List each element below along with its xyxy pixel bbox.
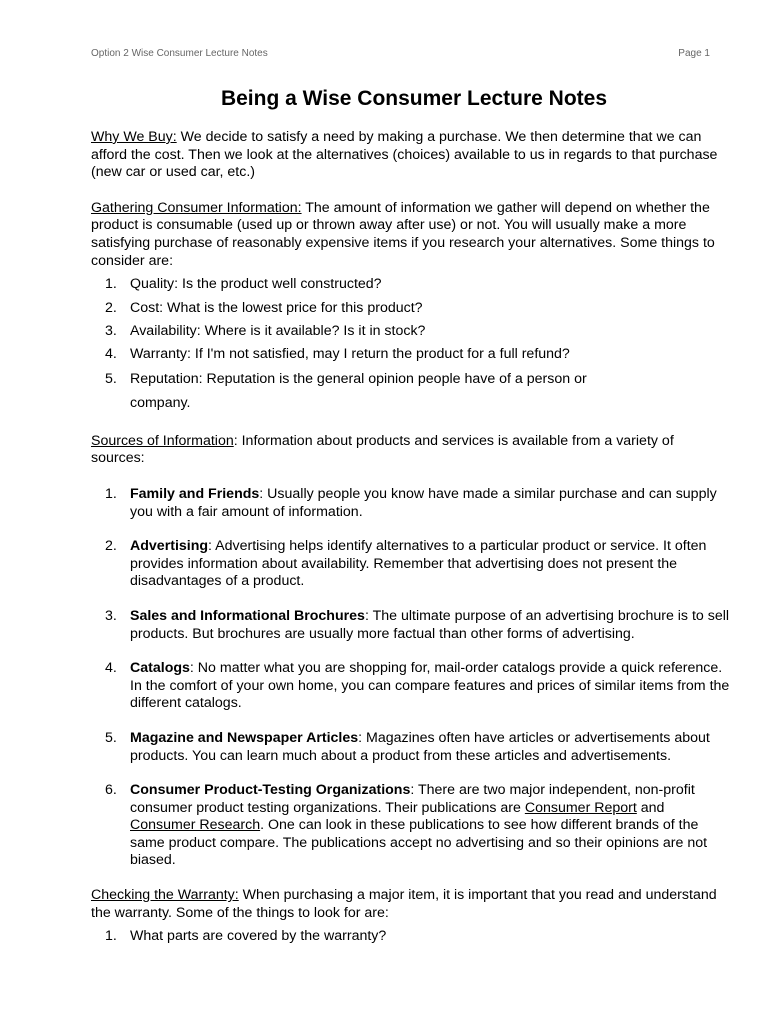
list-number: 5. xyxy=(105,370,117,387)
list-item xyxy=(91,538,731,591)
list-item xyxy=(91,782,731,870)
list-number: 3. xyxy=(105,322,117,339)
source-text: : Magazines often have articles or advertisements about products. You can learn much about a product from these articles and advertisements. xyxy=(130,729,710,764)
considerations-list xyxy=(91,273,731,415)
list-item-text: What parts are covered by the warranty? xyxy=(130,928,387,945)
list-item xyxy=(91,730,731,765)
gathering-info-paragraph xyxy=(91,200,731,270)
list-number: 2. xyxy=(105,299,117,316)
sources-text: : Information about products and services is available from a variety of sources: xyxy=(91,432,674,467)
list-number: 6. xyxy=(105,782,117,799)
list-item xyxy=(91,608,731,643)
list-item xyxy=(91,367,731,415)
source-text-connector: and xyxy=(636,799,665,816)
list-number: 3. xyxy=(105,607,117,624)
list-item xyxy=(91,486,731,521)
list-item xyxy=(91,660,731,713)
warranty-text: When purchasing a major item, it is important that you read and understand the warranty. Some of the things to look for are: xyxy=(91,887,717,921)
warranty-paragraph xyxy=(91,887,731,922)
source-text: : There are two major independent, non-profit consumer product testing organizations. Their publications are xyxy=(130,782,695,816)
list-number: 4. xyxy=(105,346,117,363)
warranty-list xyxy=(91,925,731,948)
list-number: 2. xyxy=(105,538,117,555)
document-body xyxy=(91,84,731,949)
source-title: Advertising xyxy=(130,538,209,555)
warranty-heading: Checking the Warranty: xyxy=(91,887,239,904)
source-title: Magazine and Newspaper Articles xyxy=(130,729,359,746)
page-header xyxy=(91,45,710,63)
why-we-buy-text: We decide to satisfy a need by making a purchase. We then determine that we can afford the cost. Then we look at the alternatives (choices) available to us in regards to that purchase (new car or used car, etc.) xyxy=(91,129,718,181)
list-item xyxy=(91,925,731,948)
list-item xyxy=(91,297,731,320)
gathering-info-text: The amount of information we gather will depend on whether the product is consumable (used up or thrown away after use) or not. You will usually make a more satisfying purchase of reasonably expensive items if you research your alternatives. Some things to consider are: xyxy=(91,199,715,269)
list-item-text: Availability: Where is it available? Is it in stock? xyxy=(130,322,426,339)
list-number: 1. xyxy=(105,485,117,502)
list-item-text: Cost: What is the lowest price for this product? xyxy=(130,299,423,316)
why-we-buy-heading: Why We Buy: xyxy=(91,129,177,145)
sources-heading: Sources of Information xyxy=(91,432,234,449)
list-number: 1. xyxy=(105,928,117,945)
source-text: : No matter what you are shopping for, mail-order catalogs provide a quick reference. In the comfort of your own home, you can compare features and prices of similar items from the different catalogs. xyxy=(130,660,730,712)
source-text: : The ultimate purpose of an advertising brochure is to sell products. But brochures are usually more factual than other forms of advertising. xyxy=(130,607,730,642)
list-number: 4. xyxy=(105,660,117,677)
source-text: : Usually people you know have made a similar purchase and can supply you with a fair amount of information. xyxy=(130,485,717,520)
consumer-research-reference: Consumer Research xyxy=(130,817,261,834)
sources-list xyxy=(91,486,731,870)
sources-paragraph xyxy=(91,433,731,468)
list-item xyxy=(91,343,731,366)
source-title: Consumer Product-Testing Organizations xyxy=(130,782,411,799)
header-document-label: Option 2 Wise Consumer Lecture Notes xyxy=(91,48,268,59)
list-item xyxy=(91,273,731,296)
list-number: 5. xyxy=(105,729,117,746)
list-item-text: Reputation: Reputation is the general opinion people have of a person or company. xyxy=(130,370,587,411)
source-text-continued: . One can look in these publications to see how different brands of the same product compare. The publications accept no advertising and so their opinions are not biased. xyxy=(130,817,708,869)
gathering-info-heading: Gathering Consumer Information: xyxy=(91,199,302,216)
list-number: 1. xyxy=(105,276,117,293)
list-item-text: Warranty: If I'm not satisfied, may I return the product for a full refund? xyxy=(130,346,570,363)
header-page-number: Page 1 xyxy=(678,48,710,59)
source-title: Catalogs xyxy=(130,660,190,677)
why-we-buy-paragraph xyxy=(91,129,731,182)
list-item xyxy=(91,320,731,343)
source-title: Family and Friends xyxy=(130,485,260,502)
source-title: Sales and Informational Brochures xyxy=(130,607,365,624)
list-item-text: Quality: Is the product well constructed? xyxy=(130,276,382,293)
consumer-report-reference: Consumer Report xyxy=(524,799,637,816)
source-text: : Advertising helps identify alternatives to a particular product or service. It often provides information about availability. Remember that advertising does not present the disadvantages of a product. xyxy=(130,538,707,590)
page-title: Being a Wise Consumer Lecture Notes xyxy=(220,87,608,110)
